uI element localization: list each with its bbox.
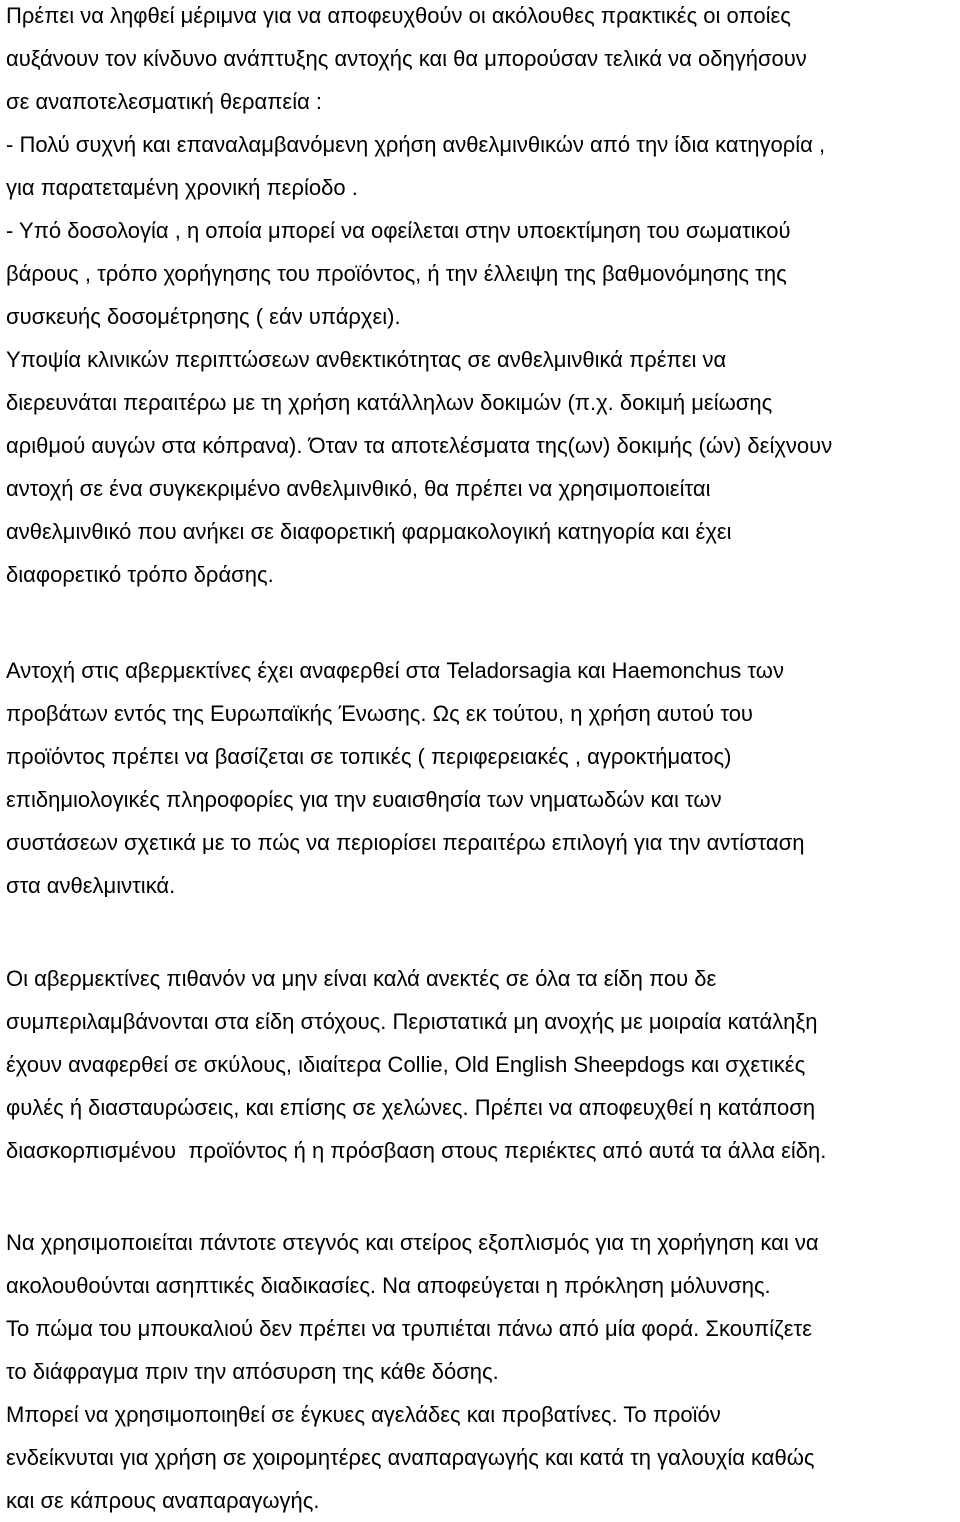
text-line: Μπορεί να χρησιμοποιηθεί σε έγκυες αγελάδες και προβατίνες. Το προϊόν [6,1402,721,1427]
text-line: Οι αβερμεκτίνες πιθανόν να μην είναι καλά ανεκτές σε όλα τα είδη που δε [6,966,717,991]
text-line: στα ανθελμιντικά. [6,873,176,898]
text-line: σε αναποτελεσματική θεραπεία : [6,89,323,114]
text-line: προϊόντος πρέπει να βασίζεται σε τοπικές ( περιφερειακές , αγροκτήματος) [6,744,732,769]
text-line: συσκευής δοσομέτρησης ( εάν υπάρχει). [6,304,401,329]
text-line: ακολουθούνται ασηπτικές διαδικασίες. Να αποφεύγεται η πρόκληση μόλυνσης. [6,1273,771,1298]
text-line: για παρατεταμένη χρονική περίοδο . [6,175,358,200]
text-line: ανθελμινθικό που ανήκει σε διαφορετική φαρμακολογική κατηγορία και έχει [6,519,732,544]
text-line: και σε κάπρους αναπαραγωγής. [6,1488,320,1513]
text-line: αριθμού αυγών στα κόπρανα). Όταν τα αποτελέσματα της(ων) δοκιμής (ών) δείχνουν [6,433,833,458]
text-line: συστάσεων σχετικά με το πώς να περιορίσει περαιτέρω επιλογή για την αντίσταση [6,830,805,855]
text-line: διαφορετικό τρόπο δράσης. [6,562,274,587]
text-line: ενδείκνυται για χρήση σε χοιρομητέρες αναπαραγωγής και κατά τη γαλουχία καθώς [6,1445,815,1470]
text-line: Να χρησιμοποιείται πάντοτε στεγνός και στείρος εξοπλισμός για τη χορήγηση και να [6,1230,819,1255]
text-line: - Υπό δοσολογία , η οποία μπορεί να οφείλεται στην υποεκτίμηση του σωματικού [6,218,791,243]
text-line: αντοχή σε ένα συγκεκριμένο ανθελμινθικό, θα πρέπει να χρησιμοποιείται [6,476,711,501]
text-line: διερευνάται περαιτέρω με τη χρήση κατάλληλων δοκιμών (π.χ. δοκιμή μείωσης [6,390,773,415]
text-line: επιδημιολογικές πληροφορίες για την ευαισθησία των νηματωδών και των [6,787,722,812]
text-line: βάρους , τρόπο χορήγησης του προϊόντος, ή την έλλειψη της βαθμονόμησης της [6,261,787,286]
text-line: φυλές ή διασταυρώσεις, και επίσης σε χελώνες. Πρέπει να αποφευχθεί η κατάποση [6,1095,816,1120]
text-line: διασκορπισμένου προϊόντος ή η πρόσβαση στους περιέκτες από αυτά τα άλλα είδη. [6,1138,827,1163]
text-line: - Πολύ συχνή και επαναλαμβανόμενη χρήση ανθελμινθικών από την ίδια κατηγορία , [6,132,826,157]
text-line: συμπεριλαμβάνονται στα είδη στόχους. Περιστατικά μη ανοχής με μοιραία κατάληξη [6,1009,818,1034]
text-line: αυξάνουν τον κίνδυνο ανάπτυξης αντοχής και θα μπορούσαν τελικά να οδηγήσουν [6,46,807,71]
text-line: Αντοχή στις αβερμεκτίνες έχει αναφερθεί στα Teladorsagia και Haemonchus των [6,658,784,683]
text-line: το διάφραγμα πριν την απόσυρση της κάθε δόσης. [6,1359,499,1384]
text-line: έχουν αναφερθεί σε σκύλους, ιδιαίτερα Collie, Old English Sheepdogs και σχετικές [6,1052,806,1077]
text-line: Πρέπει να ληφθεί μέριμνα για να αποφευχθούν οι ακόλουθες πρακτικές οι οποίες [6,3,791,28]
text-line: Υποψία κλινικών περιπτώσεων ανθεκτικότητας σε ανθελμινθικά πρέπει να [6,347,727,372]
text-line: προβάτων εντός της Ευρωπαϊκής Ένωσης. Ως εκ τούτου, η χρήση αυτού του [6,701,753,726]
text-line: Το πώμα του μπουκαλιού δεν πρέπει να τρυπιέται πάνω από μία φορά. Σκουπίζετε [6,1316,813,1341]
